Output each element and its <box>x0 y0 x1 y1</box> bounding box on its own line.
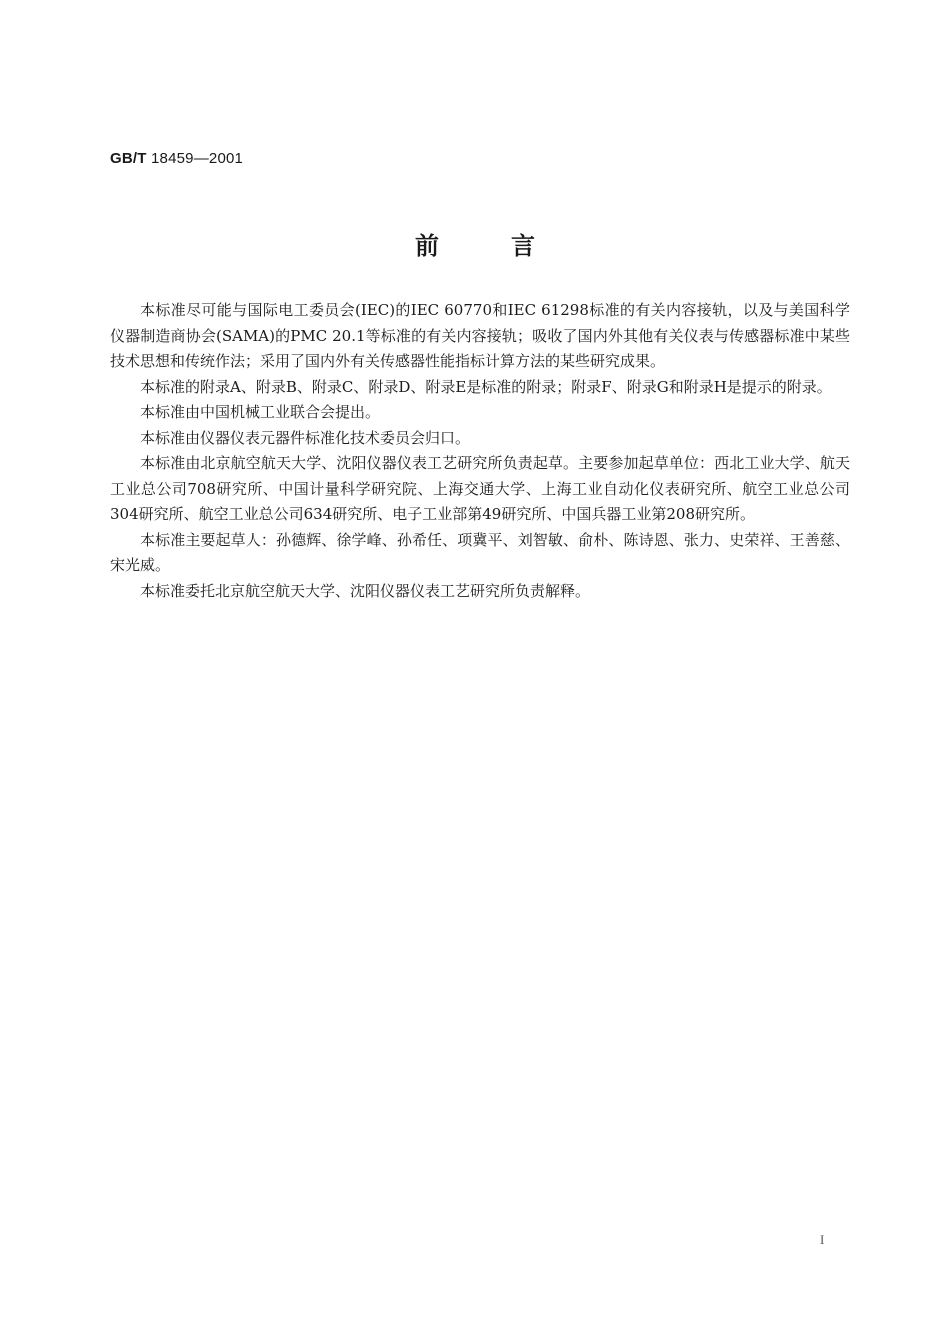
foreword-body <box>110 298 850 604</box>
paragraph: 本标准主要起草人：孙德辉、徐学峰、孙希任、项冀平、刘智敏、俞朴、陈诗恩、张力、史荣祥、王善慈、宋光威。 <box>110 530 850 574</box>
paragraph: 本标准尽可能与国际电工委员会(IEC)的IEC 60770和IEC 61298标准的有关内容接轨，以及与美国科学仪器制造商协会(SAMA)的PMC 20.1等标准的有关内容接轨；吸收了国内外其他有关仪表与传感器标准中某些技术思想和传统作法；采用了国内外有关传感器性能指标计算方法的某些研究成果。 <box>110 301 850 370</box>
paragraph: 本标准由中国机械工业联合会提出。 <box>140 403 381 421</box>
paragraph: 本标准由仪器仪表元器件标准化技术委员会归口。 <box>140 428 471 447</box>
paragraph: 本标准委托北京航空航天大学、沈阳仪器仪表工艺研究所负责解释。 <box>140 581 591 600</box>
page-title: 前言 <box>415 231 607 260</box>
paragraph: 本标准由北京航空航天大学、沈阳仪器仪表工艺研究所负责起草。主要参加起草单位：西北工业大学、航天工业总公司708研究所、中国计量科学研究院、上海交通大学、上海工业自动化仪表研究所、航空工业总公司304研究所、航空工业总公司634研究所、电子工业部第49研究所、中国兵器工业第208研究所。 <box>110 454 850 523</box>
standard-code <box>110 150 243 167</box>
paragraph: 本标准的附录A、附录B、附录C、附录D、附录E是标准的附录；附录F、附录G和附录H是提示的附录。 <box>140 377 832 396</box>
page-number: I <box>820 1232 825 1247</box>
standard-number: 18459—2001 <box>151 150 244 167</box>
standard-prefix: GB/T <box>110 150 147 167</box>
